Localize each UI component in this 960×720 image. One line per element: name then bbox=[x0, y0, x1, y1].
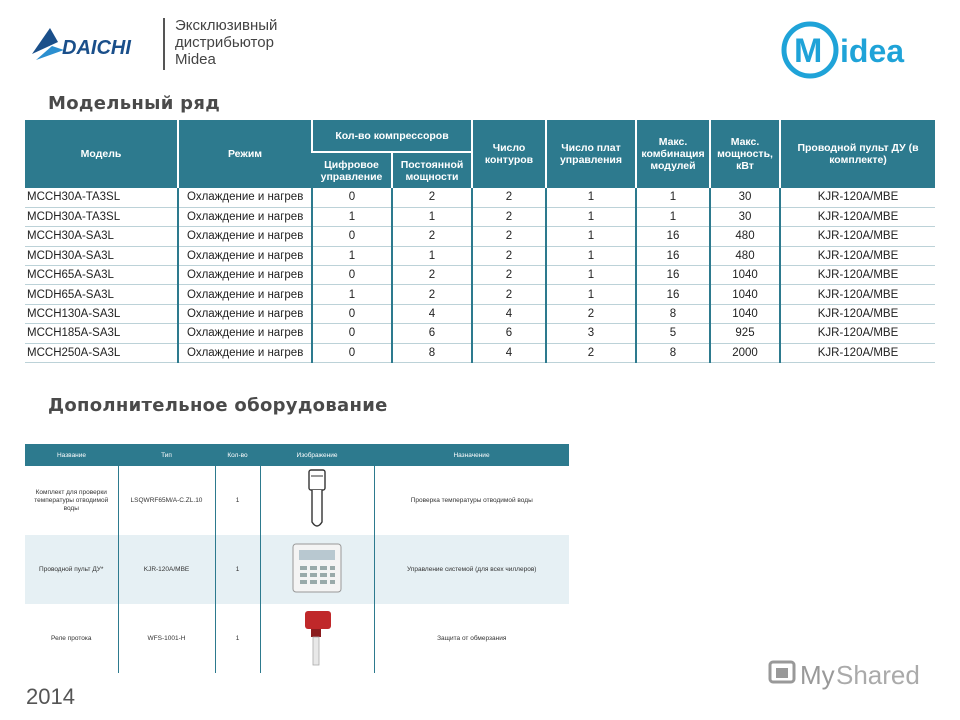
daichi-logo bbox=[28, 20, 168, 72]
extra-qty-cell: 1 bbox=[215, 535, 260, 604]
model-cell: MCDH30A-TA3SL bbox=[25, 207, 178, 226]
boards-cell: 1 bbox=[546, 207, 636, 226]
model-table bbox=[25, 120, 935, 363]
circuits-cell: 4 bbox=[472, 304, 546, 323]
digital-cell: 0 bbox=[312, 324, 392, 343]
circuits-cell: 2 bbox=[472, 227, 546, 246]
max-combo-cell: 8 bbox=[636, 304, 710, 323]
max-power-cell: 30 bbox=[710, 188, 780, 207]
mode-cell: Охлаждение и нагрев bbox=[178, 285, 312, 304]
remote-cell: KJR-120A/MBE bbox=[780, 343, 935, 362]
svg-text:Shared: Shared bbox=[836, 660, 920, 690]
mode-cell: Охлаждение и нагрев bbox=[178, 246, 312, 265]
extra-qty-cell: 1 bbox=[215, 466, 260, 535]
extra-section-title: Дополнительное оборудование bbox=[48, 395, 388, 416]
boards-cell: 2 bbox=[546, 343, 636, 362]
extra-name-cell: Реле протока bbox=[25, 604, 118, 673]
max-combo-cell: 16 bbox=[636, 285, 710, 304]
model-cell: MCDH65A-SA3L bbox=[25, 285, 178, 304]
extra-header-qty: Кол-во bbox=[215, 444, 260, 466]
boards-cell: 1 bbox=[546, 285, 636, 304]
digital-cell: 1 bbox=[312, 246, 392, 265]
extra-header-purpose: Назначение bbox=[374, 444, 569, 466]
boards-cell: 1 bbox=[546, 227, 636, 246]
max-power-cell: 1040 bbox=[710, 266, 780, 285]
logo-separator bbox=[163, 18, 165, 70]
year-label: 2014 bbox=[26, 684, 75, 709]
extra-purpose-cell: Проверка температуры отводимой воды bbox=[374, 466, 569, 535]
mode-cell: Охлаждение и нагрев bbox=[178, 207, 312, 226]
midea-logo bbox=[780, 18, 940, 80]
max-power-cell: 2000 bbox=[710, 343, 780, 362]
max-combo-cell: 1 bbox=[636, 188, 710, 207]
distributor-caption bbox=[175, 17, 277, 68]
model-cell: MCDH30A-SA3L bbox=[25, 246, 178, 265]
mode-cell: Охлаждение и нагрев bbox=[178, 188, 312, 207]
max-combo-cell: 16 bbox=[636, 227, 710, 246]
table-row bbox=[25, 285, 935, 304]
table-row bbox=[25, 604, 569, 673]
extra-type-cell: WFS-1001-H bbox=[118, 604, 215, 673]
extra-equipment-table bbox=[25, 444, 569, 673]
remote-cell: KJR-120A/MBE bbox=[780, 207, 935, 226]
constant-cell: 2 bbox=[392, 188, 472, 207]
remote-cell: KJR-120A/MBE bbox=[780, 246, 935, 265]
model-cell: MCCH250A-SA3L bbox=[25, 343, 178, 362]
remote-cell: KJR-120A/MBE bbox=[780, 266, 935, 285]
max-combo-cell: 8 bbox=[636, 343, 710, 362]
svg-text:DAICHI: DAICHI bbox=[62, 37, 131, 59]
distributor-caption-line: Эксклюзивный bbox=[175, 17, 278, 34]
max-power-cell: 480 bbox=[710, 227, 780, 246]
max-power-cell: 30 bbox=[710, 207, 780, 226]
constant-cell: 2 bbox=[392, 285, 472, 304]
max-power-cell: 1040 bbox=[710, 304, 780, 323]
model-table-body bbox=[25, 188, 935, 363]
header-mode: Режим bbox=[178, 120, 312, 188]
extra-header-image: Изображение bbox=[260, 444, 374, 466]
extra-purpose-cell: Защита от обмерзания bbox=[374, 604, 569, 673]
model-cell: MCCH30A-TA3SL bbox=[25, 188, 178, 207]
max-combo-cell: 5 bbox=[636, 324, 710, 343]
extra-image-cell bbox=[260, 466, 374, 535]
extra-name-cell: Проводной пульт ДУ* bbox=[25, 535, 118, 604]
constant-cell: 2 bbox=[392, 227, 472, 246]
model-cell: MCCH30A-SA3L bbox=[25, 227, 178, 246]
extra-image-cell bbox=[260, 535, 374, 604]
extra-qty-cell: 1 bbox=[215, 604, 260, 673]
myshared-watermark bbox=[768, 656, 928, 692]
max-combo-cell: 16 bbox=[636, 266, 710, 285]
extra-header-type: Тип bbox=[118, 444, 215, 466]
remote-cell: KJR-120A/MBE bbox=[780, 324, 935, 343]
mode-cell: Охлаждение и нагрев bbox=[178, 343, 312, 362]
extra-purpose-cell: Управление системой (для всех чиллеров) bbox=[374, 535, 569, 604]
extra-header-name: Название bbox=[25, 444, 118, 466]
circuits-cell: 2 bbox=[472, 285, 546, 304]
distributor-caption-line: дистрибьютор bbox=[175, 34, 274, 51]
constant-cell: 1 bbox=[392, 246, 472, 265]
circuits-cell: 6 bbox=[472, 324, 546, 343]
constant-cell: 8 bbox=[392, 343, 472, 362]
max-combo-cell: 16 bbox=[636, 246, 710, 265]
constant-cell: 1 bbox=[392, 207, 472, 226]
models-section-title: Модельный ряд bbox=[48, 93, 221, 114]
mode-cell: Охлаждение и нагрев bbox=[178, 266, 312, 285]
table-row bbox=[25, 343, 935, 362]
header-max-power: Макс. мощность, кВт bbox=[710, 120, 780, 188]
circuits-cell: 4 bbox=[472, 343, 546, 362]
circuits-cell: 2 bbox=[472, 266, 546, 285]
remote-cell: KJR-120A/MBE bbox=[780, 304, 935, 323]
wired-remote-icon bbox=[291, 542, 343, 594]
svg-text:My: My bbox=[800, 660, 835, 690]
max-power-cell: 1040 bbox=[710, 285, 780, 304]
boards-cell: 1 bbox=[546, 188, 636, 207]
header-constant: Постоянной мощности bbox=[392, 152, 472, 188]
max-combo-cell: 1 bbox=[636, 207, 710, 226]
digital-cell: 0 bbox=[312, 227, 392, 246]
mode-cell: Охлаждение и нагрев bbox=[178, 324, 312, 343]
mode-cell: Охлаждение и нагрев bbox=[178, 227, 312, 246]
header-max-combo: Макс. комбинация модулей bbox=[636, 120, 710, 188]
digital-cell: 1 bbox=[312, 285, 392, 304]
circuits-cell: 2 bbox=[472, 207, 546, 226]
extra-type-cell: LSQWRF65M/A-C.ZL.10 bbox=[118, 466, 215, 535]
digital-cell: 0 bbox=[312, 188, 392, 207]
header-remote: Проводной пульт ДУ (в комплекте) bbox=[780, 120, 935, 188]
model-cell: MCCH130A-SA3L bbox=[25, 304, 178, 323]
header-compressors: Кол-во компрессоров bbox=[312, 120, 472, 152]
table-row bbox=[25, 266, 935, 285]
svg-text:M: M bbox=[794, 32, 823, 70]
mode-cell: Охлаждение и нагрев bbox=[178, 304, 312, 323]
digital-cell: 1 bbox=[312, 207, 392, 226]
circuits-cell: 2 bbox=[472, 188, 546, 207]
max-power-cell: 925 bbox=[710, 324, 780, 343]
table-row bbox=[25, 304, 935, 323]
extra-name-cell: Комплект для проверки температуры отводимой воды bbox=[25, 466, 118, 535]
remote-cell: KJR-120A/MBE bbox=[780, 285, 935, 304]
boards-cell: 2 bbox=[546, 304, 636, 323]
header-boards: Число плат управления bbox=[546, 120, 636, 188]
table-row bbox=[25, 207, 935, 226]
max-power-cell: 480 bbox=[710, 246, 780, 265]
header-digital: Цифровое управление bbox=[312, 152, 392, 188]
table-row bbox=[25, 246, 935, 265]
table-row bbox=[25, 188, 935, 207]
extra-type-cell: KJR-120A/MBE bbox=[118, 535, 215, 604]
svg-text:idea: idea bbox=[840, 33, 905, 69]
header-model: Модель bbox=[25, 120, 178, 188]
extra-image-cell bbox=[260, 604, 374, 673]
model-cell: MCCH185A-SA3L bbox=[25, 324, 178, 343]
header-circuits: Число контуров bbox=[472, 120, 546, 188]
digital-cell: 0 bbox=[312, 343, 392, 362]
table-row bbox=[25, 227, 935, 246]
constant-cell: 6 bbox=[392, 324, 472, 343]
remote-cell: KJR-120A/MBE bbox=[780, 227, 935, 246]
digital-cell: 0 bbox=[312, 304, 392, 323]
distributor-caption-line: Midea bbox=[175, 51, 216, 68]
constant-cell: 4 bbox=[392, 304, 472, 323]
constant-cell: 2 bbox=[392, 266, 472, 285]
table-row bbox=[25, 466, 569, 535]
digital-cell: 0 bbox=[312, 266, 392, 285]
table-row bbox=[25, 324, 935, 343]
table-row bbox=[25, 535, 569, 604]
boards-cell: 3 bbox=[546, 324, 636, 343]
temperature-probe-icon bbox=[302, 468, 332, 530]
boards-cell: 1 bbox=[546, 266, 636, 285]
remote-cell: KJR-120A/MBE bbox=[780, 188, 935, 207]
flow-switch-icon bbox=[297, 607, 337, 667]
boards-cell: 1 bbox=[546, 246, 636, 265]
circuits-cell: 2 bbox=[472, 246, 546, 265]
model-cell: MCCH65A-SA3L bbox=[25, 266, 178, 285]
